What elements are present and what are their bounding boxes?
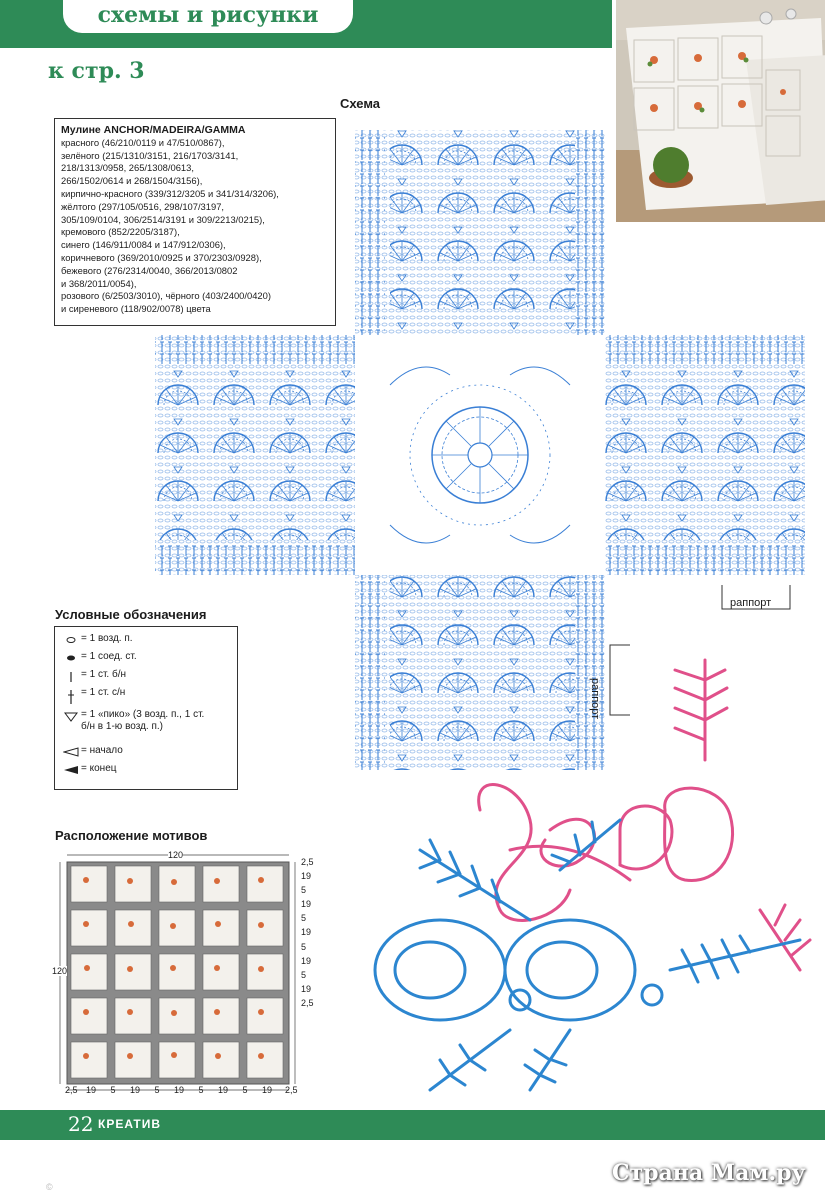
site-watermark: Страна Мам.ру	[612, 1160, 806, 1186]
single-crochet-icon	[61, 669, 81, 683]
yarn-line: розового (6/2503/3010), чёрного (403/2400/0420)	[61, 290, 271, 302]
motif-cell	[71, 866, 107, 902]
layout-top-dimension: 120	[168, 850, 184, 860]
yarn-line: 218/1313/0958, 265/1308/0613,	[61, 162, 194, 174]
layout-right-dimensions: 2,5 19 5 19 5 19 5 19 5 19 2,5	[301, 857, 314, 1009]
double-crochet-icon	[61, 687, 81, 705]
page-number: 22	[68, 1112, 94, 1136]
section-title: схемы и рисунки	[60, 0, 356, 36]
layout-bottom-dimensions: 2,5 19 5 19 5 19 5 19 5 19 2,5	[65, 1085, 298, 1095]
legend-item-picot: = 1 «пико» (3 возд. п., 1 ст. б/н в 1-ю возд. п.)	[61, 709, 231, 745]
rapport-label-horizontal: раппорт	[730, 597, 772, 609]
motif-cell	[203, 954, 239, 990]
motif-cell	[159, 954, 195, 990]
motif-cell	[71, 910, 107, 946]
motif-cell	[71, 998, 107, 1034]
chain-stitch-icon	[61, 633, 81, 645]
schema-title: Схема	[340, 96, 381, 111]
yarn-line: и 368/2011/0054),	[61, 277, 137, 289]
legend-item-end: = конец	[61, 763, 231, 781]
motif-cell	[203, 866, 239, 902]
motif-cell	[203, 910, 239, 946]
legend-item-dc: = 1 ст. с/н	[61, 687, 231, 709]
end-arrow-icon	[61, 763, 81, 775]
yarn-line: красного (46/210/0119 и 47/510/0867),	[61, 136, 225, 148]
yarn-line: жёлтого (297/105/0516, 298/107/3197,	[61, 200, 225, 212]
layout-left-dimension: 120	[52, 966, 68, 976]
copyright-mark: ©	[46, 1182, 53, 1192]
layout-title: Расположение мотивов	[55, 828, 208, 843]
legend-item-slip: = 1 соед. ст.	[61, 651, 231, 669]
rapport-label-vertical: раппорт	[589, 678, 601, 720]
slip-stitch-icon	[61, 651, 81, 663]
yarn-line: 305/109/0104, 306/2514/3191 и 309/2213/0215),	[61, 213, 265, 225]
motif-cell	[115, 998, 151, 1034]
motif-cell	[159, 910, 195, 946]
motif-cell	[71, 954, 107, 990]
legend-item-sc: = 1 ст. б/н	[61, 669, 231, 687]
legend-box	[54, 626, 238, 790]
motif-cell	[71, 1042, 107, 1078]
motif-cell	[247, 1042, 283, 1078]
legend-item-chain: = 1 возд. п.	[61, 633, 231, 651]
legend-title: Условные обозначения	[55, 607, 207, 622]
picot-icon	[61, 709, 81, 723]
motif-layout-plan	[52, 850, 325, 1110]
motif-cell	[115, 1042, 151, 1078]
motif-cell	[247, 998, 283, 1034]
motif-cell	[159, 1042, 195, 1078]
yarn-line: кремового (852/2205/3187),	[61, 226, 180, 238]
motif-cell	[247, 866, 283, 902]
embroidery-pattern	[330, 650, 825, 1110]
yarn-line: синего (146/911/0084 и 147/912/0306),	[61, 239, 226, 251]
motif-cell	[115, 910, 151, 946]
start-arrow-icon	[61, 745, 81, 757]
motif-cell	[247, 910, 283, 946]
motif-cell	[115, 954, 151, 990]
yarn-line: зелёного (215/1310/3151, 216/1703/3141,	[61, 149, 239, 161]
motif-cell	[159, 998, 195, 1034]
motif-cell	[115, 866, 151, 902]
yarn-heading: Мулине ANCHOR/MADEIRA/GAMMA	[61, 124, 246, 136]
page-reference: к стр. 3	[48, 58, 145, 84]
magazine-name: КРЕАТИВ	[98, 1117, 162, 1131]
yarn-line: 266/1502/0614 и 268/1504/3156),	[61, 175, 203, 187]
motif-cell	[203, 1042, 239, 1078]
motif-cell	[159, 866, 195, 902]
yarn-line: бежевого (276/2314/0040, 366/2013/0802	[61, 264, 238, 276]
legend-item-start: = начало	[61, 745, 231, 763]
yarn-line: коричневого (369/2010/0925 и 370/2303/0928),	[61, 251, 262, 263]
yarn-line: кирпично-красного (339/312/3205 и 341/314/3206),	[61, 187, 279, 199]
motif-cell	[203, 998, 239, 1034]
motif-cell	[247, 954, 283, 990]
yarn-line: и сиреневого (118/902/0078) цвета	[61, 303, 211, 315]
